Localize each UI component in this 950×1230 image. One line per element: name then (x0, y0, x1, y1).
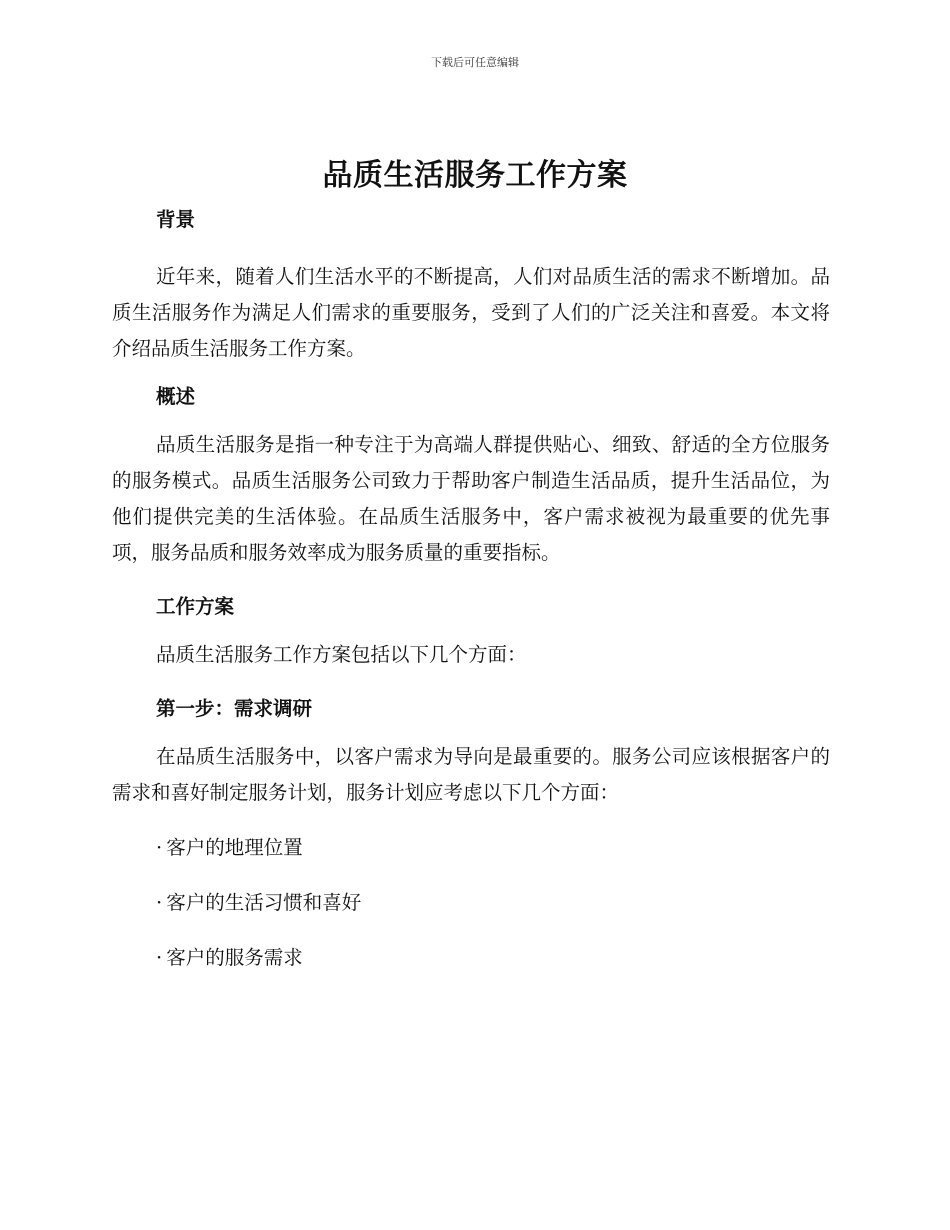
section-heading-step1: 第一步：需求调研 (156, 697, 313, 720)
paragraph-step1: 在品质生活服务中，以客户需求为导向是最重要的。服务公司应该根据客户的需求和喜好制定服务计划，服务计划应考虑以下几个方面： (112, 745, 830, 804)
document-title: 品质生活服务工作方案 (322, 158, 628, 193)
bullet-dot: · (156, 946, 163, 969)
paragraph-plan-intro: 品质生活服务工作方案包括以下几个方面： (156, 643, 527, 666)
paragraph-overview: 品质生活服务是指一种专注于为高端人群提供贴心、细致、舒适的全方位服务的服务模式。品质生活服务公司致力于帮助客户制造生活品质，提升生活品位，为他们提供完美的生活体验。在品质生活服务中，客户需求被视为最重要的优先事项，服务品质和服务效率成为服务质量的重要指标。 (112, 433, 830, 564)
bullet-dot: · (156, 836, 163, 859)
section-heading-plan: 工作方案 (156, 595, 235, 618)
section-heading-overview: 概述 (156, 385, 196, 408)
list-item (112, 830, 830, 866)
list-item (112, 885, 830, 921)
list-item-text: 客户的地理位置 (166, 836, 303, 859)
list-item (112, 940, 830, 976)
header-note: 下载后可任意编辑 (431, 56, 519, 69)
section-heading-background: 背景 (156, 208, 196, 231)
list-item-text: 客户的服务需求 (166, 946, 303, 969)
bullet-dot: · (156, 891, 163, 914)
paragraph-background: 近年来，随着人们生活水平的不断提高，人们对品质生活的需求不断增加。品质生活服务作为满足人们需求的重要服务，受到了人们的广泛关注和喜爱。本文将介绍品质生活服务工作方案。 (112, 265, 830, 360)
list-item-text: 客户的生活习惯和喜好 (166, 891, 362, 914)
document-body (112, 200, 830, 976)
